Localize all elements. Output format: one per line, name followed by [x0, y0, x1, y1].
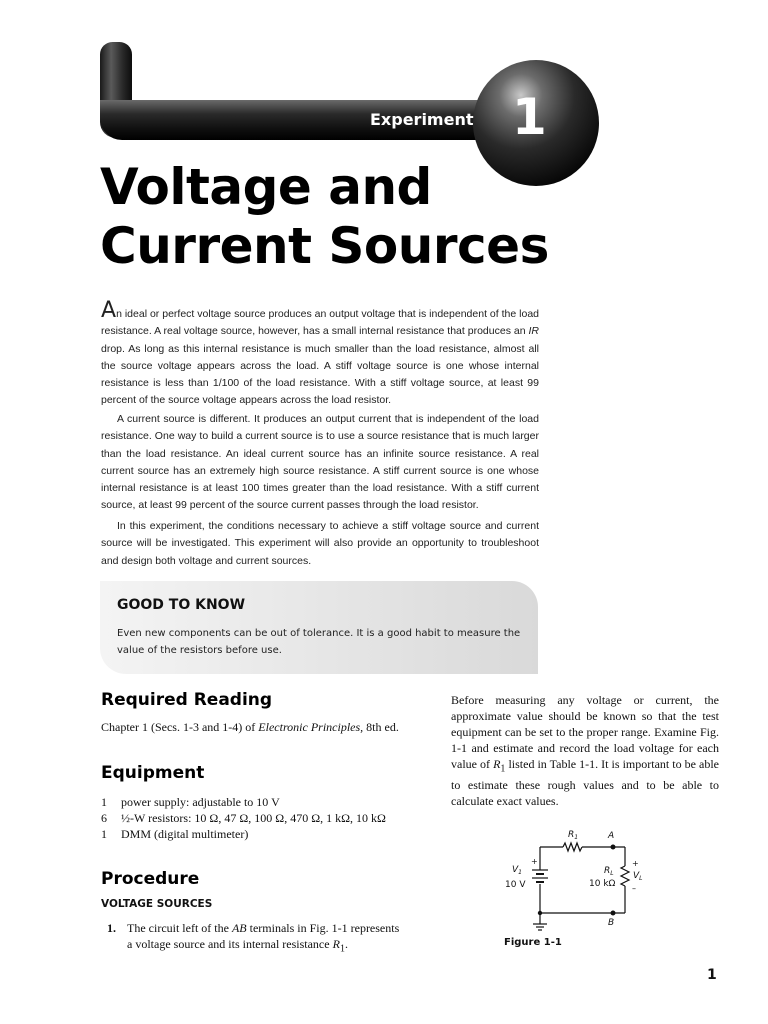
- intro-paragraph-2: A current source is different. It produces an output current that is independent of the load resistance. One way to build a current source is to use a source resistance that is much larger than the load resistance. An ideal current source has an infinite source resistance. A real current source has an extremely high source resistance. A stiff current source is one whose internal resistance is at least 100 times greater than the load resistance. With a stiff current source, at least 99 percent of the source current passes through the load resistor.: [101, 413, 539, 512]
- page-title: Voltage and Current Sources: [100, 158, 549, 275]
- voltage-sources-subheading: VOLTAGE SOURCES: [101, 898, 213, 910]
- list-item: 1 DMM (digital multimeter): [101, 827, 249, 841]
- rl-value: 10 kΩ: [589, 879, 616, 889]
- resistor-r1: [563, 843, 582, 851]
- battery-v1: [532, 870, 548, 882]
- intro-paragraph-3: In this experiment, the conditions necessary to achieve a stiff voltage source and current source will be investigated. This experiment will also provide an opportunity to troubleshoot and design both voltage and current sources.: [101, 520, 539, 567]
- list-item: 6 ½-W resistors: 10 Ω, 47 Ω, 100 Ω, 470 Ω, 1 kΩ, 10 kΩ: [101, 811, 386, 825]
- v1-value: 10 V: [505, 880, 526, 890]
- equipment-list: [101, 794, 401, 842]
- book-title: Electronic Principles,: [258, 720, 364, 734]
- procedure-heading: Procedure: [101, 869, 200, 889]
- intro-paragraph-1: An ideal or perfect voltage source produces an output voltage that is independent of the load resistance. A real voltage source, however, has a small internal resistance that produces an IR drop. As long as this internal resistance is much smaller than the load resistance, almost all the source voltage appears across the load. A stiff voltage source is one whose internal resistance is less than 1/100 of the load resistance. With a stiff voltage source, at least 99 percent of the source voltage appears across the load resistor.: [101, 298, 539, 407]
- ground-symbol: [533, 924, 547, 930]
- vl-plus: +: [632, 859, 639, 868]
- procedure-intro-text: Before measuring any voltage or current, the approximate value should be known so that the test equipment can be set to the proper range. Examine Fig. 1-1 and estimate and record the load voltage for each value of $R_1$ listed in Table 1-1. It is important to be able to estimate these rough values and to be able to calculate exact values.: [451, 693, 719, 809]
- good-to-know-text: Even new components can be out of tolerance. It is a good habit to measure the value of the resistors before use.: [117, 628, 521, 656]
- r1-label: $R_1$: [568, 830, 579, 841]
- node-a-label: A: [608, 831, 615, 841]
- list-item: 1 power supply: adjustable to 10 V: [101, 795, 280, 809]
- vl-label: $V_L$: [633, 871, 643, 882]
- good-to-know-box: [100, 581, 538, 674]
- rl-label: $R_L$: [604, 866, 614, 877]
- good-to-know-title: GOOD TO KNOW: [117, 597, 246, 613]
- v1-plus: +: [531, 857, 538, 866]
- page-number: 1: [707, 967, 717, 983]
- node-a-dot: [611, 845, 616, 850]
- experiment-label: Experiment: [370, 110, 474, 129]
- equipment-heading: Equipment: [101, 763, 205, 783]
- required-reading-text: Chapter 1 (Secs. 1-3 and 1-4) of Electronic Principles, 8th ed.: [101, 720, 399, 734]
- drop-cap: A: [101, 298, 117, 323]
- required-reading-heading: Required Reading: [101, 690, 273, 710]
- figure-caption: Figure 1-1: [504, 937, 562, 948]
- node-b-dot: [611, 911, 616, 916]
- procedure-step-1: 1. The circuit left of the AB terminals in Fig. 1-1 represents a voltage source and its internal resistance $R_1$.: [107, 921, 400, 955]
- node-b-label: B: [608, 918, 615, 928]
- circuit-diagram: [495, 822, 655, 934]
- ground-node-dot: [538, 911, 542, 915]
- resistor-rl: [621, 866, 629, 886]
- vl-minus: –: [632, 884, 636, 893]
- v1-label: $V_1$: [512, 865, 522, 876]
- experiment-number: 1: [512, 88, 547, 146]
